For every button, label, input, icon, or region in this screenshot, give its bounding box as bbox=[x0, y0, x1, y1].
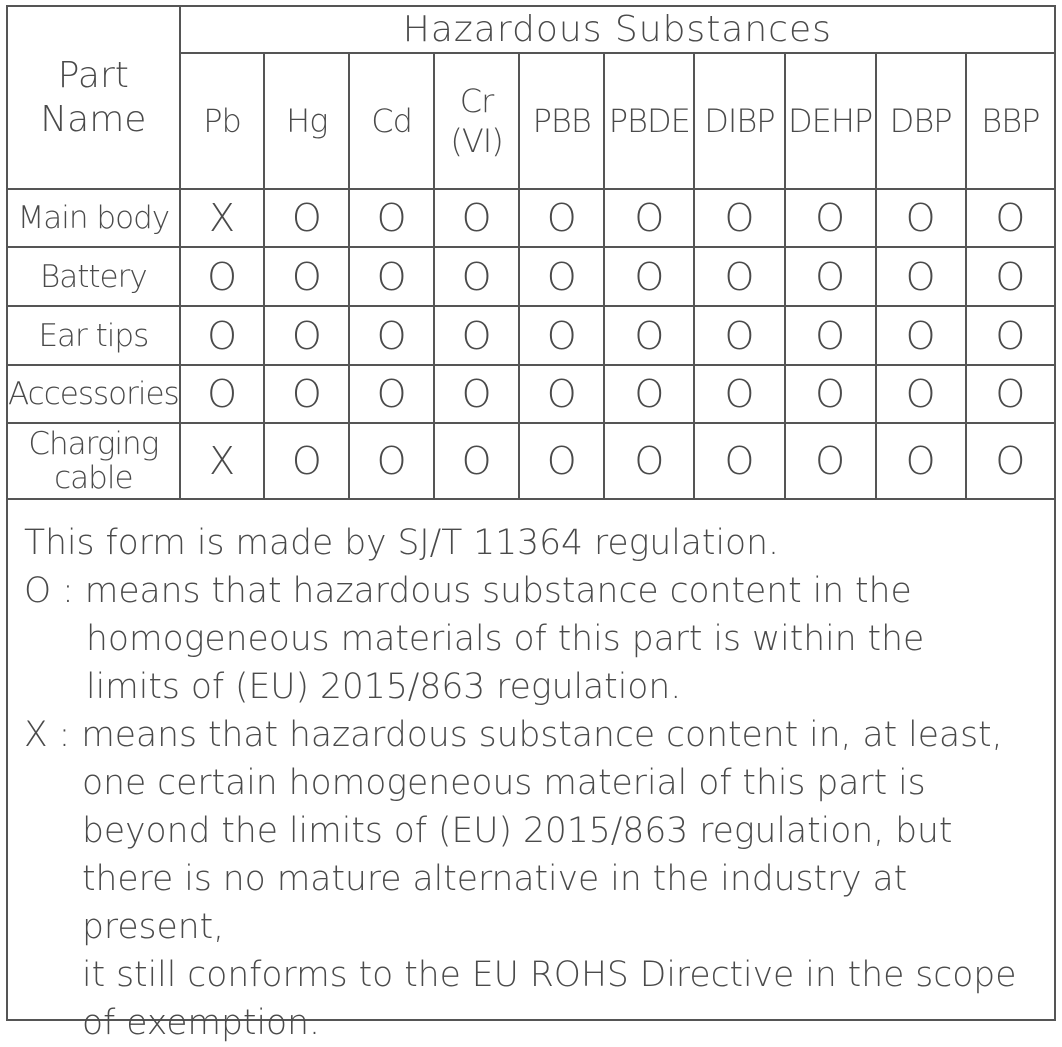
note-x-first-line: X : means that hazardous substance content in, at least, bbox=[24, 715, 1003, 755]
substance-mark-cell: O bbox=[604, 423, 694, 499]
substance-mark-cell: O bbox=[434, 189, 519, 247]
part-name-line: Battery bbox=[39, 258, 147, 295]
hazardous-substances-table bbox=[8, 7, 1054, 500]
substance-mark-cell: O bbox=[785, 306, 876, 365]
substance-mark-cell: O bbox=[519, 423, 604, 499]
substance-mark-cell: O bbox=[876, 189, 966, 247]
substance-mark-cell: O bbox=[694, 189, 784, 247]
note-o-line: homogeneous materials of this part is within the bbox=[86, 619, 925, 659]
substance-mark-cell: O bbox=[180, 365, 265, 423]
substance-header-dehp: DEHP bbox=[785, 53, 876, 189]
part-name-cell bbox=[8, 423, 180, 499]
substance-mark-cell: O bbox=[264, 247, 349, 306]
substance-mark-cell: O bbox=[966, 247, 1054, 306]
table-row bbox=[8, 306, 1054, 365]
substance-mark-cell: O bbox=[694, 247, 784, 306]
substance-header-dbp: DBP bbox=[876, 53, 966, 189]
part-name-cell bbox=[8, 365, 180, 423]
substance-mark-cell: O bbox=[519, 365, 604, 423]
part-name-cell bbox=[8, 306, 180, 365]
substance-mark-cell: O bbox=[349, 189, 434, 247]
part-name-header-line: Name bbox=[40, 98, 147, 140]
substance-mark-cell: O bbox=[785, 423, 876, 499]
substance-mark-cell: O bbox=[966, 306, 1054, 365]
substance-mark-cell: O bbox=[604, 189, 694, 247]
part-name-header bbox=[8, 7, 180, 189]
substance-mark-cell: X bbox=[180, 189, 265, 247]
substance-header-hg: Hg bbox=[264, 53, 349, 189]
substance-mark-cell: O bbox=[349, 365, 434, 423]
note-x-line: of exemption. bbox=[82, 1003, 320, 1043]
note-o-line: limits of (EU) 2015/863 regulation. bbox=[86, 667, 682, 707]
note-o-first-line: O : means that hazardous substance content in the bbox=[24, 571, 912, 611]
part-name-cell bbox=[8, 247, 180, 306]
substance-mark-cell: O bbox=[604, 306, 694, 365]
substance-mark-cell: O bbox=[966, 189, 1054, 247]
substance-mark-cell: O bbox=[349, 423, 434, 499]
table-row bbox=[8, 423, 1054, 499]
substance-mark-cell: O bbox=[434, 423, 519, 499]
substance-header-pbb: PBB bbox=[519, 53, 604, 189]
substance-mark-cell: O bbox=[694, 365, 784, 423]
note-x-line: one certain homogeneous material of this part is bbox=[82, 763, 926, 803]
substance-mark-cell: O bbox=[180, 247, 265, 306]
substance-header-pbde: PBDE bbox=[604, 53, 694, 189]
substance-mark-cell: O bbox=[785, 189, 876, 247]
substance-mark-cell: O bbox=[876, 306, 966, 365]
part-name-cell bbox=[8, 189, 180, 247]
table-row bbox=[8, 247, 1054, 306]
substance-header-dibp: DIBP bbox=[694, 53, 784, 189]
substance-header-bbp: BBP bbox=[966, 53, 1054, 189]
substance-mark-cell: O bbox=[519, 189, 604, 247]
table-row bbox=[8, 189, 1054, 247]
notes-section bbox=[24, 519, 1049, 1047]
substance-header-cr-vi bbox=[434, 53, 519, 189]
substance-mark-cell: O bbox=[876, 423, 966, 499]
rohs-declaration bbox=[6, 5, 1056, 1043]
substance-mark-cell: O bbox=[180, 306, 265, 365]
substance-mark-cell: O bbox=[694, 306, 784, 365]
note-intro: This form is made by SJ/T 11364 regulation. bbox=[24, 523, 779, 563]
substance-mark-cell: O bbox=[966, 365, 1054, 423]
substance-mark-cell: O bbox=[519, 247, 604, 306]
substance-mark-cell: O bbox=[349, 247, 434, 306]
substance-mark-cell: O bbox=[966, 423, 1054, 499]
table-row bbox=[8, 365, 1054, 423]
part-name-header-line: Part bbox=[57, 54, 129, 96]
substance-header-line: (VI) bbox=[450, 122, 503, 160]
substance-mark-cell: O bbox=[785, 365, 876, 423]
substance-mark-cell: O bbox=[604, 365, 694, 423]
substance-header-line: Cr bbox=[459, 82, 494, 120]
substance-mark-cell: O bbox=[349, 306, 434, 365]
part-name-line: Ear tips bbox=[38, 317, 149, 354]
note-x-line: beyond the limits of (EU) 2015/863 regulation, but bbox=[82, 811, 953, 851]
part-name-line: Charging bbox=[28, 426, 159, 462]
note-x-line: it still conforms to the EU ROHS Directive in the scope bbox=[82, 955, 1017, 995]
substance-mark-cell: O bbox=[876, 247, 966, 306]
substance-mark-cell: X bbox=[180, 423, 265, 499]
substance-mark-cell: O bbox=[876, 365, 966, 423]
substance-mark-cell: O bbox=[519, 306, 604, 365]
substance-mark-cell: O bbox=[434, 306, 519, 365]
note-x-line: there is no mature alternative in the industry at present, bbox=[82, 859, 908, 947]
hazardous-substances-header: Hazardous Substances bbox=[180, 7, 1054, 53]
substance-mark-cell: O bbox=[264, 189, 349, 247]
substance-header-pb: Pb bbox=[180, 53, 265, 189]
part-name-line: cable bbox=[54, 460, 133, 496]
substance-mark-cell: O bbox=[604, 247, 694, 306]
substance-mark-cell: O bbox=[434, 247, 519, 306]
substance-mark-cell: O bbox=[264, 306, 349, 365]
part-name-line: Main body bbox=[17, 200, 170, 236]
substance-mark-cell: O bbox=[785, 247, 876, 306]
substance-mark-cell: O bbox=[434, 365, 519, 423]
substance-mark-cell: O bbox=[694, 423, 784, 499]
substance-mark-cell: O bbox=[264, 423, 349, 499]
substance-mark-cell: O bbox=[264, 365, 349, 423]
substance-header-cd: Cd bbox=[349, 53, 434, 189]
part-name-line: Accessories bbox=[8, 376, 179, 412]
